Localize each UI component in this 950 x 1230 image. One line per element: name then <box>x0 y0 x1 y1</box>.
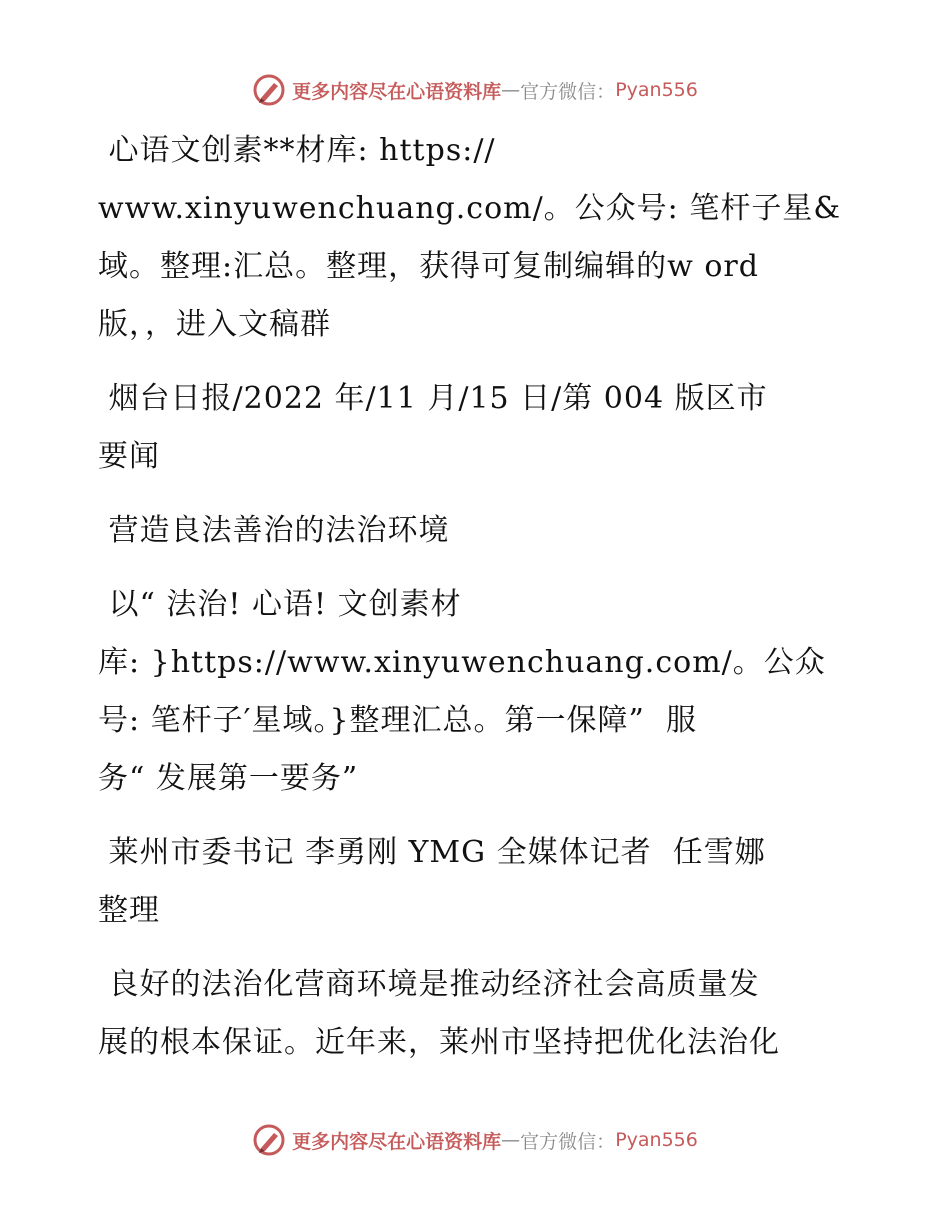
text-line: 版，，进入文稿群 <box>98 307 331 342</box>
paragraph-body <box>98 956 858 1072</box>
text-line: 展的根本保证。近年来，莱州市坚持把优化法治化 <box>98 1025 780 1060</box>
banner-separator: — <box>501 79 521 101</box>
banner-wechat-label: 官方微信： <box>520 80 616 103</box>
footer-watermark <box>0 1120 950 1160</box>
pen-logo-icon <box>252 73 286 107</box>
banner-main-text: 更多内容尽在心语资料库 <box>292 1130 502 1153</box>
text-line: 营造良法善治的法治环境 <box>98 513 450 548</box>
paragraph-byline <box>98 824 858 940</box>
text-line: 莱州市委书记 李勇刚 YMG 全媒体记者 任雪娜 <box>98 835 766 870</box>
text-line: 库: }https://www.xinyuwenchuang.com/。公众 <box>98 645 826 680</box>
header-watermark <box>0 70 950 110</box>
text-line: 号: 笔杆子′星域。}整理汇总。第一保障” 服 <box>98 703 697 738</box>
banner-wechat-id: Pyan556 <box>615 79 698 101</box>
text-line: 以“ 法治! 心语! 文创素材 <box>98 587 462 622</box>
text-line: 良好的法治化营商环境是推动经济社会高质量发 <box>98 967 760 1002</box>
document-body <box>98 122 858 1088</box>
paragraph-publication-info <box>98 370 858 486</box>
text-line: 烟台日报/2022 年/11 月/15 日/第 004 版区市 <box>98 381 768 416</box>
text-line: 域。整理:汇总。整理，获得可复制编辑的w ord <box>98 249 759 284</box>
paragraph-source-note <box>98 122 858 354</box>
banner-main-text: 更多内容尽在心语资料库 <box>292 80 502 103</box>
banner-wechat-label: 官方微信： <box>520 1130 616 1153</box>
banner-wechat-id: Pyan556 <box>615 1129 698 1151</box>
text-line: 整理 <box>98 893 160 928</box>
text-line: 要闻 <box>98 439 160 474</box>
text-line: 务“ 发展第一要务” <box>98 761 359 796</box>
banner-separator: — <box>501 1129 521 1151</box>
text-line: 心语文创素**材库: https:// <box>98 133 496 168</box>
text-line: www.xinyuwenchuang.com/。公众号: 笔杆子星& <box>98 191 842 226</box>
paragraph-subtitle <box>98 576 858 808</box>
paragraph-article-title <box>98 502 858 560</box>
pen-logo-icon <box>252 1123 286 1157</box>
